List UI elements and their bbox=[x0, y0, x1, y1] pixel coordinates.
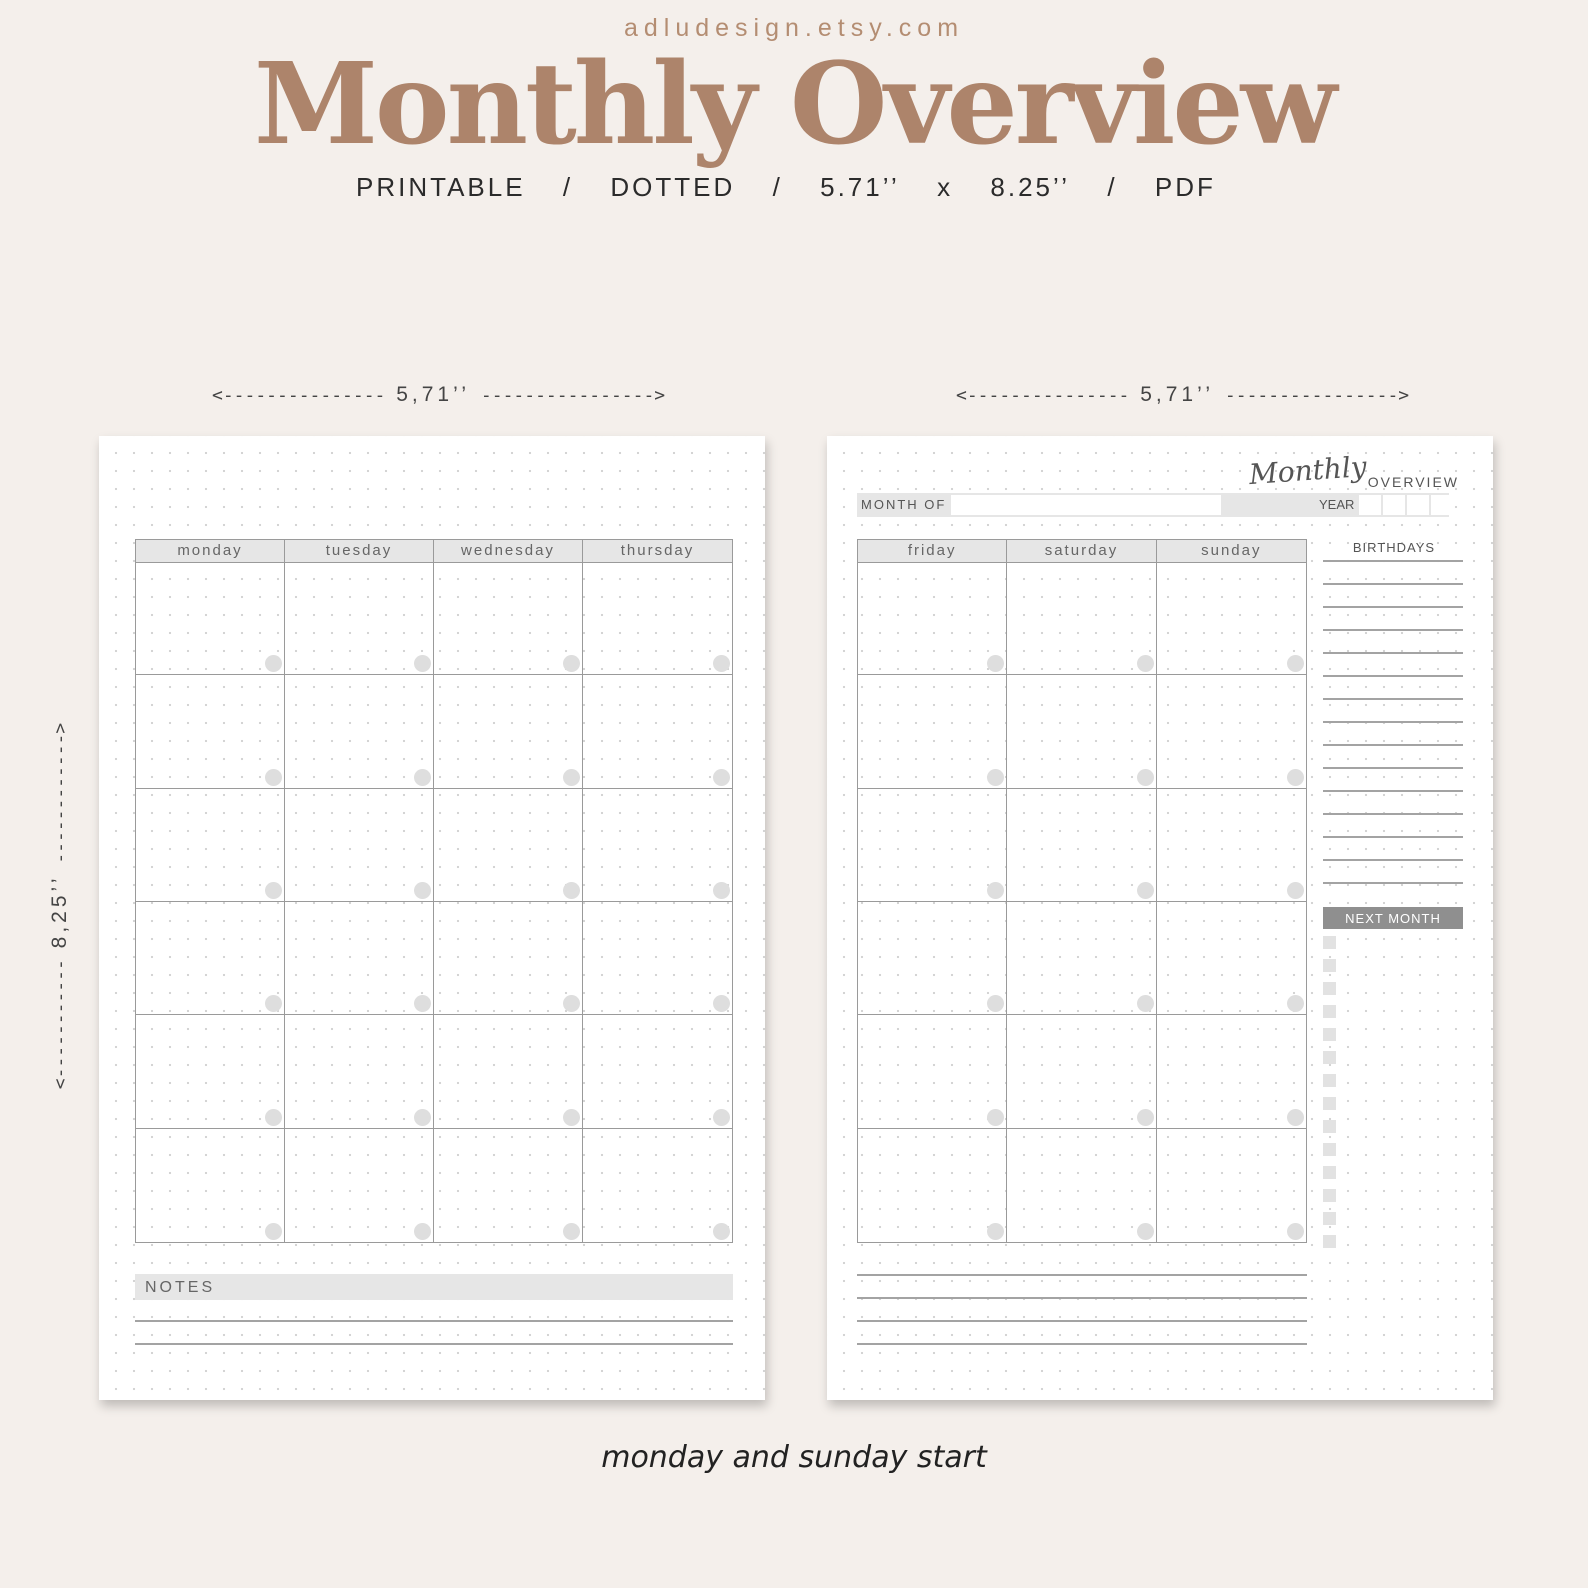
birthday-line bbox=[1323, 560, 1463, 562]
notes-header: NOTES bbox=[135, 1274, 733, 1300]
calendar-day-cell bbox=[1157, 902, 1306, 1015]
birthday-line bbox=[1323, 813, 1463, 815]
spec-separator: / bbox=[1107, 172, 1118, 202]
notes-line bbox=[857, 1320, 1307, 1322]
width-dimension-left bbox=[212, 383, 665, 407]
calendar-day-cell bbox=[1157, 675, 1306, 788]
calendar-day-cell bbox=[1157, 562, 1306, 675]
spec-format: PDF bbox=[1154, 172, 1216, 202]
birthday-line bbox=[1323, 583, 1463, 585]
date-number-circle bbox=[713, 995, 730, 1012]
calendar-day-cell bbox=[583, 675, 732, 788]
width-label: 5,71’’ bbox=[1140, 383, 1215, 406]
calendar-day-cell bbox=[434, 789, 583, 902]
dim-arrow-right: ----------------> bbox=[480, 385, 666, 406]
notes-line bbox=[135, 1343, 733, 1345]
calendar-day-cell bbox=[858, 562, 1007, 675]
height-dimension bbox=[48, 696, 72, 1116]
year-digit-box bbox=[1407, 495, 1429, 515]
day-header: sunday bbox=[1157, 540, 1306, 562]
date-number-circle bbox=[987, 995, 1004, 1012]
date-number-circle bbox=[713, 1223, 730, 1240]
date-number-circle bbox=[1287, 995, 1304, 1012]
width-label: 5,71’’ bbox=[396, 383, 471, 406]
date-number-circle bbox=[414, 1223, 431, 1240]
date-number-circle bbox=[1137, 1223, 1154, 1240]
next-month-day-box bbox=[1323, 1005, 1336, 1018]
calendar-day-cell bbox=[1157, 1015, 1306, 1128]
spec-separator: / bbox=[562, 172, 574, 202]
date-number-circle bbox=[563, 769, 580, 786]
calendar-day-cell bbox=[1007, 1129, 1156, 1242]
month-of-label: MONTH OF bbox=[861, 497, 947, 512]
date-number-circle bbox=[414, 769, 431, 786]
day-header: saturday bbox=[1007, 540, 1156, 562]
width-dimension-right bbox=[956, 383, 1409, 407]
calendar-day-cell bbox=[136, 562, 285, 675]
date-number-circle bbox=[1137, 769, 1154, 786]
date-number-circle bbox=[1287, 882, 1304, 899]
site-url: adludesign.etsy.com bbox=[623, 14, 965, 42]
date-number-circle bbox=[1137, 995, 1154, 1012]
calendar-day-cell bbox=[858, 1015, 1007, 1128]
next-month-day-box bbox=[1323, 1166, 1336, 1179]
date-number-circle bbox=[414, 882, 431, 899]
date-number-circle bbox=[563, 1109, 580, 1126]
calendar-day-cell bbox=[1007, 1015, 1156, 1128]
birthday-line bbox=[1323, 882, 1463, 884]
calendar-day-cell bbox=[434, 562, 583, 675]
date-number-circle bbox=[414, 995, 431, 1012]
overview-label: OVERVIEW bbox=[1367, 474, 1459, 490]
birthday-line bbox=[1323, 767, 1463, 769]
spec-printable: PRINTABLE bbox=[356, 172, 526, 202]
next-month-day-box bbox=[1323, 959, 1336, 972]
day-header: wednesday bbox=[434, 540, 583, 562]
year-digit-box bbox=[1359, 495, 1381, 515]
next-month-day-box bbox=[1323, 1028, 1336, 1041]
birthday-line bbox=[1323, 836, 1463, 838]
notes-line bbox=[857, 1274, 1307, 1276]
calendar-day-cell bbox=[858, 675, 1007, 788]
birthday-line bbox=[1323, 652, 1463, 654]
date-number-circle bbox=[1287, 655, 1304, 672]
dim-arrow-left: <--------------- bbox=[956, 385, 1130, 406]
next-month-day-box bbox=[1323, 1120, 1336, 1133]
spec-line bbox=[356, 172, 1216, 212]
date-number-circle bbox=[1137, 655, 1154, 672]
next-month-day-box bbox=[1323, 1143, 1336, 1156]
date-number-circle bbox=[987, 1223, 1004, 1240]
planner-page-left bbox=[99, 436, 765, 1400]
date-number-circle bbox=[563, 1223, 580, 1240]
birthday-line bbox=[1323, 790, 1463, 792]
birthday-line bbox=[1323, 721, 1463, 723]
calendar-day-cell bbox=[136, 789, 285, 902]
date-number-circle bbox=[713, 655, 730, 672]
spec-height: 8.25’’ bbox=[990, 172, 1071, 202]
calendar-day-cell bbox=[1007, 562, 1156, 675]
date-number-circle bbox=[563, 995, 580, 1012]
calendar-day-cell bbox=[136, 675, 285, 788]
month-field bbox=[951, 495, 1221, 515]
calendar-day-cell bbox=[583, 562, 732, 675]
caption: monday and sunday start bbox=[601, 1440, 987, 1475]
calendar-day-cell bbox=[285, 562, 434, 675]
date-number-circle bbox=[414, 655, 431, 672]
spec-separator: / bbox=[772, 172, 783, 202]
date-number-circle bbox=[563, 655, 580, 672]
year-digit-box bbox=[1383, 495, 1405, 515]
calendar-day-cell bbox=[434, 902, 583, 1015]
birthday-line bbox=[1323, 629, 1463, 631]
calendar-day-cell bbox=[583, 789, 732, 902]
next-month-header: NEXT MONTH bbox=[1323, 907, 1463, 929]
calendar-grid-monday-start bbox=[135, 539, 733, 1243]
calendar-day-cell bbox=[583, 1129, 732, 1242]
birthday-line bbox=[1323, 744, 1463, 746]
next-month-day-box bbox=[1323, 1235, 1336, 1248]
day-header: tuesday bbox=[285, 540, 434, 562]
day-header: thursday bbox=[583, 540, 732, 562]
birthday-line bbox=[1323, 675, 1463, 677]
dim-arrow-bottom: <----------- bbox=[50, 959, 71, 1090]
calendar-day-cell bbox=[1157, 789, 1306, 902]
date-number-circle bbox=[265, 655, 282, 672]
date-number-circle bbox=[1287, 1223, 1304, 1240]
date-number-circle bbox=[1137, 882, 1154, 899]
notes-line bbox=[857, 1343, 1307, 1345]
birthday-line bbox=[1323, 606, 1463, 608]
date-number-circle bbox=[987, 1109, 1004, 1126]
calendar-day-cell bbox=[285, 1015, 434, 1128]
calendar-day-cell bbox=[434, 1129, 583, 1242]
calendar-day-cell bbox=[285, 789, 434, 902]
next-month-day-box bbox=[1323, 1212, 1336, 1225]
date-number-circle bbox=[1287, 1109, 1304, 1126]
calendar-day-cell bbox=[858, 902, 1007, 1015]
date-number-circle bbox=[265, 769, 282, 786]
spec-dotted: DOTTED bbox=[610, 172, 736, 202]
date-number-circle bbox=[265, 1223, 282, 1240]
birthdays-label: BIRTHDAYS bbox=[1352, 540, 1436, 555]
date-number-circle bbox=[713, 1109, 730, 1126]
next-month-day-box bbox=[1323, 1051, 1336, 1064]
birthday-line bbox=[1323, 698, 1463, 700]
next-month-day-box bbox=[1323, 1074, 1336, 1087]
calendar-day-cell bbox=[1007, 789, 1156, 902]
calendar-day-cell bbox=[583, 1015, 732, 1128]
calendar-day-cell bbox=[1007, 675, 1156, 788]
date-number-circle bbox=[1287, 769, 1304, 786]
next-month-day-box bbox=[1323, 982, 1336, 995]
calendar-day-cell bbox=[1007, 902, 1156, 1015]
calendar-day-cell bbox=[285, 902, 434, 1015]
date-number-circle bbox=[1137, 1109, 1154, 1126]
calendar-day-cell bbox=[136, 1129, 285, 1242]
date-number-circle bbox=[265, 995, 282, 1012]
date-number-circle bbox=[265, 1109, 282, 1126]
planner-page-right bbox=[827, 436, 1493, 1400]
notes-line bbox=[135, 1320, 733, 1322]
calendar-day-cell bbox=[583, 902, 732, 1015]
calendar-day-cell bbox=[858, 1129, 1007, 1242]
date-number-circle bbox=[713, 882, 730, 899]
calendar-day-cell bbox=[1157, 1129, 1306, 1242]
next-month-day-box bbox=[1323, 1097, 1336, 1110]
date-number-circle bbox=[563, 882, 580, 899]
date-number-circle bbox=[713, 769, 730, 786]
calendar-grid-weekend bbox=[857, 539, 1307, 1243]
next-month-day-box bbox=[1323, 936, 1336, 949]
calendar-day-cell bbox=[285, 1129, 434, 1242]
next-month-day-box bbox=[1323, 1189, 1336, 1202]
calendar-day-cell bbox=[434, 1015, 583, 1128]
notes-line bbox=[857, 1297, 1307, 1299]
month-year-bar bbox=[857, 493, 1449, 517]
calendar-day-cell bbox=[136, 1015, 285, 1128]
calendar-day-cell bbox=[434, 675, 583, 788]
dim-arrow-left: <--------------- bbox=[212, 385, 386, 406]
spec-times: x bbox=[937, 172, 954, 202]
year-digit-box bbox=[1431, 495, 1453, 515]
date-number-circle bbox=[987, 769, 1004, 786]
height-label: 8,25’’ bbox=[48, 874, 71, 949]
calendar-day-cell bbox=[136, 902, 285, 1015]
birthday-line bbox=[1323, 859, 1463, 861]
page-title: Monthly Overview bbox=[253, 39, 1335, 170]
year-label: YEAR bbox=[1319, 497, 1355, 512]
date-number-circle bbox=[987, 882, 1004, 899]
day-header: monday bbox=[136, 540, 285, 562]
monthly-script-title: Monthly bbox=[1248, 449, 1369, 492]
calendar-day-cell bbox=[285, 675, 434, 788]
date-number-circle bbox=[414, 1109, 431, 1126]
calendar-day-cell bbox=[858, 789, 1007, 902]
date-number-circle bbox=[265, 882, 282, 899]
dim-arrow-right: ----------------> bbox=[1224, 385, 1410, 406]
day-header: friday bbox=[858, 540, 1007, 562]
spec-width: 5.71’’ bbox=[820, 172, 900, 202]
date-number-circle bbox=[987, 655, 1004, 672]
dim-arrow-top: ------------> bbox=[50, 722, 71, 864]
